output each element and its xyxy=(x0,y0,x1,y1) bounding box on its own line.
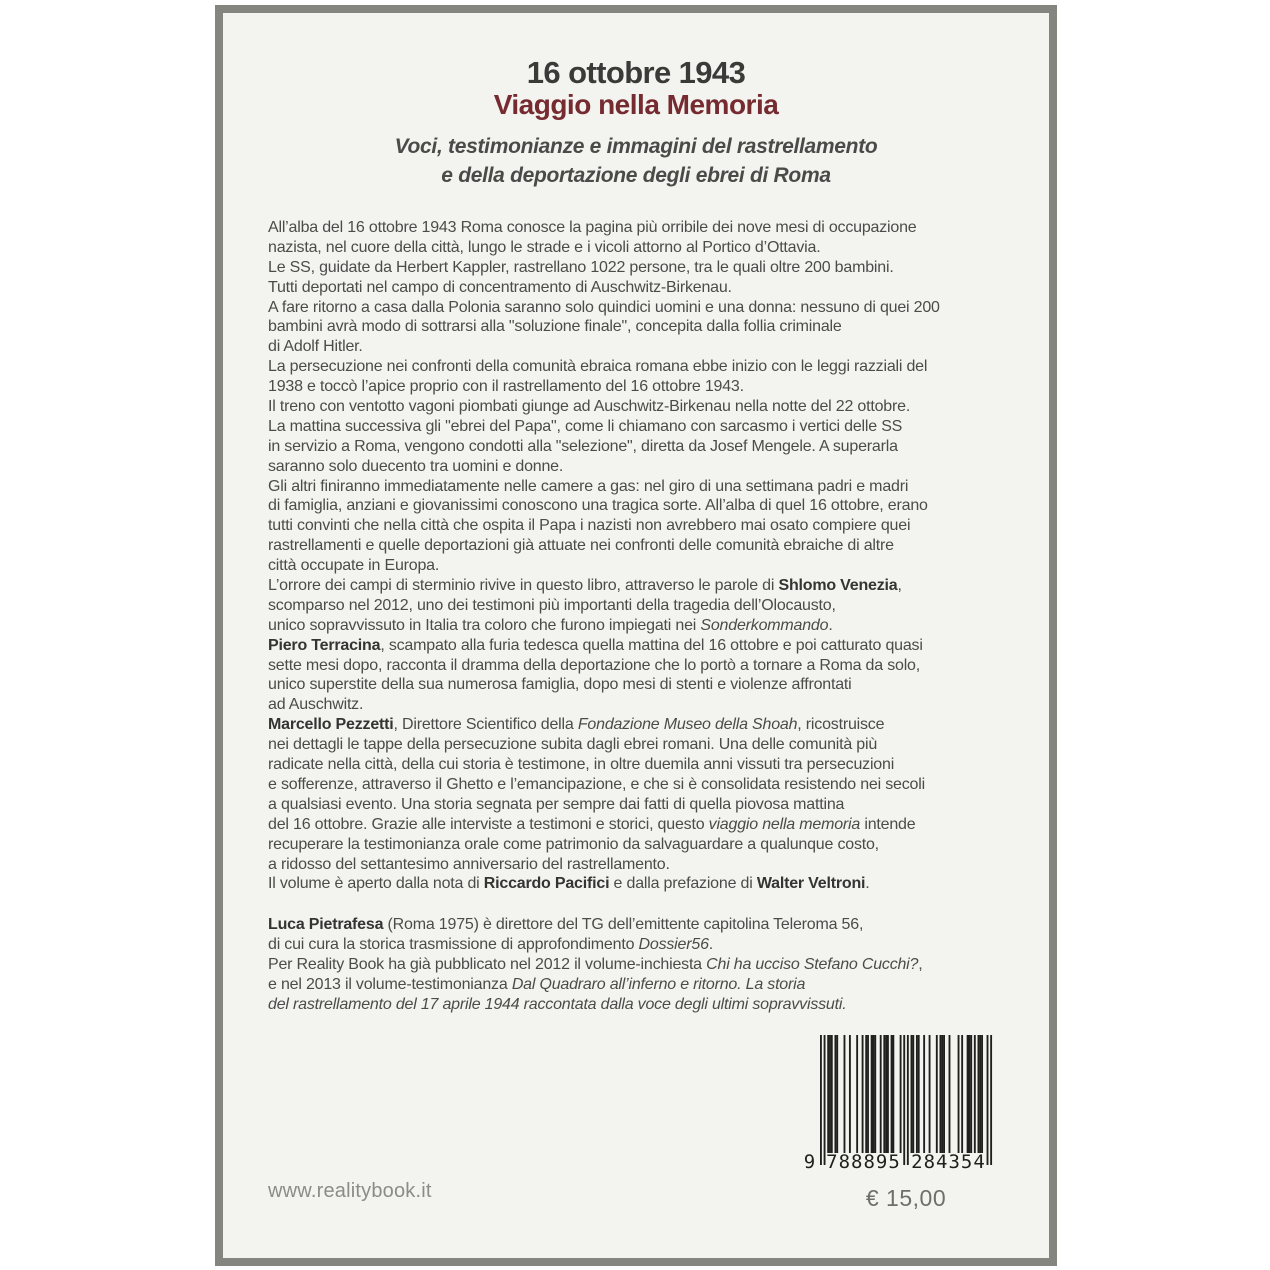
text-line: unico sopravvissuto in Italia tra coloro che furono impiegati nei Sonderkommando. xyxy=(268,616,833,634)
price-label: € 15,00 xyxy=(865,1185,947,1211)
text-line: Luca Pietrafesa (Roma 1975) è direttore del TG dell’emittente capitolina Teleroma 56, xyxy=(268,916,864,933)
text-line: del rastrellamento del 17 aprile 1944 raccontata dalla voce degli ultimi sopravvissuti. xyxy=(268,995,847,1013)
text-line: Il treno con ventotto vagoni piombati giunge ad Auschwitz-Birkenau nella notte del 22 ottobre. xyxy=(268,398,911,416)
text-line: bambini avrà modo di sottrarsi alla "soluzione finale", concepita dalla follia criminale xyxy=(268,318,842,336)
text-line: ad Auschwitz. xyxy=(268,696,364,714)
text-line: città occupate in Europa. xyxy=(268,557,440,575)
barcode xyxy=(803,1035,998,1181)
text-line: radicate nella città, della cui storia è testimone, in oltre duemila anni vissuti tra persecuzioni xyxy=(268,756,895,774)
text-line: e sofferenze, attraverso il Ghetto e l’emancipazione, e che si è consolidata resistendo nei secoli xyxy=(268,775,925,793)
book-subtitle: Viaggio nella Memoria xyxy=(493,89,779,120)
text-line: a ridosso del settantesimo anniversario del rastrellamento. xyxy=(268,855,670,873)
tagline-line-2: e della deportazione degli ebrei di Roma xyxy=(441,164,831,187)
text-line: scomparso nel 2012, uno dei testimoni più importanti della tragedia dell’Olocausto, xyxy=(268,596,836,614)
text-line: sette mesi dopo, racconta il dramma della deportazione che lo portò a tornare a Roma da solo, xyxy=(268,656,920,674)
text-line: Il volume è aperto dalla nota di Riccardo Pacifici e dalla prefazione di Walter Veltroni. xyxy=(268,875,870,893)
text-line: di cui cura la storica trasmissione di approfondimento Dossier56. xyxy=(268,935,714,953)
book-tagline xyxy=(223,132,1049,190)
text-line: unico superstite della sua numerosa famiglia, dopo mesi di stenti e violenze affrontati xyxy=(268,676,852,694)
text-line: A fare ritorno a casa dalla Polonia saranno solo quindici uomini e una donna: nessuno di quei 200 xyxy=(268,298,940,316)
text-line: del 16 ottobre. Grazie alle interviste a testimoni e storici, questo viaggio nella memoria intende xyxy=(268,815,916,833)
book-back-cover xyxy=(215,5,1057,1266)
text-line: La mattina successiva gli "ebrei del Papa", come li chiamano con sarcasmo i vertici delle SS xyxy=(268,417,903,435)
text-line: 1938 e toccò l’apice proprio con il rastrellamento del 16 ottobre 1943. xyxy=(268,378,744,396)
text-line: di Adolf Hitler. xyxy=(268,338,363,356)
author-bio xyxy=(268,915,923,1014)
text-line: Per Reality Book ha già pubblicato nel 2012 il volume-inchiesta Chi ha ucciso Stefano Cucchi?, xyxy=(268,955,923,973)
text-line: All’alba del 16 ottobre 1943 Roma conosce la pagina più orribile dei nove mesi di occupazione xyxy=(268,219,917,236)
text-line: Piero Terracina, scampato alla furia tedesca quella mattina del 16 ottobre e poi catturato quasi xyxy=(268,636,923,654)
isbn-lead-digit: 9 xyxy=(803,1151,817,1173)
text-line: Tutti deportati nel campo di concentramento di Auschwitz-Birkenau. xyxy=(268,278,732,296)
text-line: recuperare la testimonianza orale come patrimonio da salvaguardare a qualunque costo, xyxy=(268,835,879,853)
text-line: rastrellamenti e quelle deportazioni già attuate nei confronti delle comunità ebraiche di altre xyxy=(268,537,894,555)
ean-barcode xyxy=(803,1035,992,1181)
text-line: Marcello Pezzetti, Direttore Scientifico della Fondazione Museo della Shoah, ricostruisce xyxy=(268,716,885,734)
text-line: nei dettagli le tappe della persecuzione subita dagli ebrei romani. Una delle comunità più xyxy=(268,736,878,754)
synopsis-text xyxy=(268,218,940,894)
text-line: Le SS, guidate da Herbert Kappler, rastrellano 1022 persone, tra le quali oltre 200 bambini. xyxy=(268,258,894,276)
text-line: di famiglia, anziani e giovanissimi conoscono una tragica sorte. All’alba di quel 16 ottobre, erano xyxy=(268,497,928,515)
tagline-line-1: Voci, testimonianze e immagini del rastrellamento xyxy=(394,135,878,158)
publisher-website: www.realitybook.it xyxy=(268,1180,432,1202)
text-line: a qualsiasi evento. Una storia segnata per sempre dai fatti di quella piovosa mattina xyxy=(268,795,845,813)
text-line: Gli altri finiranno immediatamente nelle camere a gas: nel giro di una settimana padri e madri xyxy=(268,477,909,495)
text-line: La persecuzione nei confronti della comunità ebraica romana ebbe inizio con le leggi razziali del xyxy=(268,358,928,376)
text-line: e nel 2013 il volume-testimonianza Dal Quadraro all’inferno e ritorno. La storia xyxy=(268,975,806,993)
text-line: L’orrore dei campi di sterminio rivive in questo libro, attraverso le parole di Shlomo Venezia, xyxy=(268,577,902,595)
text-line: tutti convinti che nella città che ospita il Papa i nazisti non avrebbero mai osato compiere quei xyxy=(268,517,911,535)
book-title: 16 ottobre 1943 xyxy=(526,55,746,90)
isbn-right-group: 284354 xyxy=(911,1151,986,1173)
text-line: nazista, nel cuore della città, lungo le strade e i vicoli attorno al Portico d’Ottavia. xyxy=(268,238,821,256)
text-line: saranno solo duecento tra uomini e donne. xyxy=(268,457,564,475)
text-line: in servizio a Roma, vengono condotti alla "selezione", diretta da Josef Mengele. A superarla xyxy=(268,437,898,455)
isbn-left-group: 788895 xyxy=(826,1151,901,1173)
